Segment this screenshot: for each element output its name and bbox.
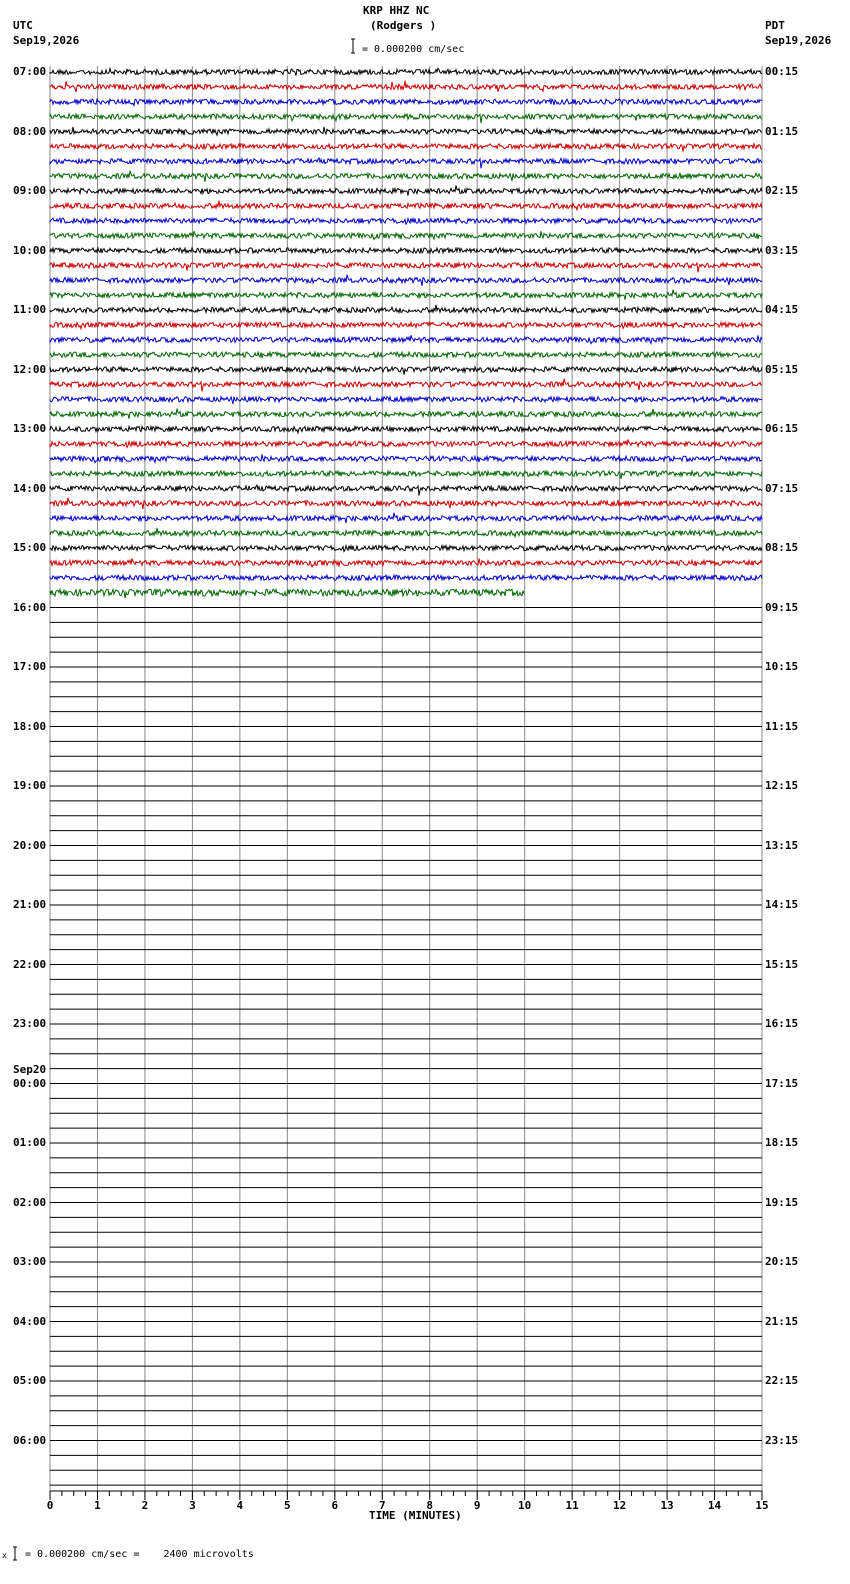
left-hour-label: 02:00: [13, 1195, 47, 1209]
trace-line: [50, 114, 762, 123]
trace-line: [50, 485, 762, 495]
trace-line: [50, 305, 762, 313]
trace-line: [50, 366, 762, 375]
right-hour-label: 19:15: [765, 1195, 799, 1209]
trace-line: [50, 575, 762, 580]
x-tick-label: 15: [755, 1499, 769, 1512]
trace-line: [50, 81, 762, 92]
left-hour-label: 19:00: [13, 779, 47, 792]
right-hour-label: 20:15: [765, 1255, 799, 1268]
right-date: Sep19,2026: [765, 34, 832, 47]
trace-line: [50, 262, 762, 272]
right-hour-label: 11:15: [765, 719, 799, 733]
trace-line: [50, 558, 762, 566]
x-tick-label: 14: [707, 1499, 722, 1512]
right-hour-label: 18:15: [765, 1136, 799, 1149]
trace-line: [50, 352, 762, 358]
left-hour-label: 05:00: [13, 1374, 47, 1387]
trace-line: [50, 186, 762, 196]
station-location: (Rodgers ): [370, 19, 437, 32]
left-hour-label: 18:00: [13, 719, 47, 733]
right-hour-label: 22:15: [765, 1374, 799, 1387]
seismic-traces: [50, 68, 762, 598]
trace-line: [50, 498, 762, 509]
trace-line: [50, 379, 762, 392]
right-hour-label: 08:15: [765, 541, 799, 554]
left-hour-label: 20:00: [13, 838, 47, 852]
right-hour-label: 10:15: [765, 660, 799, 673]
x-tick-label: 3: [189, 1499, 196, 1512]
scale-bars: [13, 39, 355, 1560]
left-hour-label: 11:00: [13, 303, 47, 316]
x-tick-label: 2: [141, 1499, 149, 1512]
left-hour-label: 00:00: [13, 1076, 47, 1090]
trace-line: [50, 513, 762, 523]
trace-line: [50, 127, 762, 135]
left-hour-label: 12:00: [13, 362, 47, 376]
right-hour-label: 23:15: [765, 1433, 799, 1447]
trace-line: [50, 158, 762, 168]
right-hour-label: 06:15: [765, 422, 799, 435]
trace-line: [50, 439, 762, 447]
trace-line: [50, 471, 762, 479]
left-hour-label: 06:00: [13, 1433, 47, 1447]
x-tick-label: 7: [378, 1499, 386, 1512]
left-hour-label: 01:00: [13, 1136, 47, 1149]
right-timezone: PDT: [765, 19, 785, 32]
trace-line: [50, 231, 762, 239]
x-tick-label: 11: [565, 1499, 579, 1512]
right-hour-label: 12:15: [765, 779, 799, 792]
trace-line: [50, 322, 762, 328]
right-hour-label: 05:15: [765, 362, 799, 376]
footer-scale-label: = 0.000200 cm/sec = 2400 microvolts: [25, 1549, 254, 1560]
left-hour-label: 16:00: [13, 600, 47, 614]
trace-line: [50, 545, 762, 551]
left-hour-label: 04:00: [13, 1314, 47, 1328]
trace-line: [50, 335, 762, 343]
trace-line: [50, 275, 762, 286]
date-change-label: Sep20: [13, 1062, 47, 1076]
trace-line: [50, 454, 762, 462]
x-tick-label: 12: [612, 1499, 627, 1512]
trace-line: [50, 171, 762, 182]
x-tick-label: 0: [46, 1499, 54, 1512]
x-tick-label: 5: [284, 1499, 291, 1512]
left-hour-label: 08:00: [13, 124, 47, 138]
x-axis-label: TIME (MINUTES): [369, 1509, 462, 1522]
right-hour-label: 04:15: [765, 303, 799, 316]
trace-line: [50, 396, 762, 404]
right-hour-label: 14:15: [765, 898, 799, 911]
trace-line: [50, 290, 762, 300]
trace-line: [50, 144, 762, 152]
right-hour-label: 07:15: [765, 481, 799, 495]
left-timezone: UTC: [13, 19, 33, 32]
trace-line: [50, 68, 762, 75]
left-hour-label: 07:00: [13, 65, 47, 78]
x-tick-label: 13: [660, 1499, 674, 1512]
x-tick-label: 10: [518, 1499, 532, 1512]
trace-line: [50, 409, 762, 419]
footer-marker: x: [2, 1551, 7, 1560]
left-hour-label: 23:00: [13, 1017, 47, 1030]
right-hour-label: 13:15: [765, 838, 799, 852]
time-axis: [47, 1491, 769, 1512]
scale-label: = 0.000200 cm/sec: [362, 44, 465, 55]
right-hour-label: 16:15: [765, 1017, 799, 1030]
trace-line: [50, 201, 762, 210]
left-hour-label: 10:00: [13, 243, 47, 257]
right-hour-label: 09:15: [765, 600, 799, 614]
left-hour-label: 03:00: [13, 1255, 47, 1268]
trace-line: [50, 248, 762, 253]
station-title: KRP HHZ NC: [363, 4, 430, 17]
x-tick-label: 8: [426, 1499, 434, 1512]
left-hour-label: 15:00: [13, 541, 47, 554]
x-tick-label: 4: [236, 1499, 244, 1512]
right-hour-label: 00:15: [765, 65, 799, 78]
trace-line: [50, 426, 762, 432]
left-hour-label: 21:00: [13, 898, 47, 911]
x-tick-label: 9: [473, 1499, 481, 1512]
left-hour-label: 14:00: [13, 481, 47, 495]
trace-line: [50, 218, 762, 224]
left-date: Sep19,2026: [13, 34, 80, 47]
right-hour-label: 02:15: [765, 184, 799, 197]
x-tick-label: 1: [94, 1499, 101, 1512]
right-hour-label: 15:15: [765, 957, 799, 971]
right-hour-label: 17:15: [765, 1076, 799, 1090]
left-hour-label: 22:00: [13, 957, 47, 971]
left-hour-label: 17:00: [13, 660, 47, 673]
right-hour-label: 01:15: [765, 124, 799, 138]
left-hour-label: 13:00: [13, 422, 47, 435]
right-hour-label: 03:15: [765, 243, 799, 257]
right-hour-label: 21:15: [765, 1314, 799, 1328]
left-hour-label: 09:00: [13, 184, 47, 197]
trace-line: [50, 99, 762, 105]
x-tick-label: 6: [331, 1499, 339, 1512]
trace-line: [50, 528, 762, 537]
